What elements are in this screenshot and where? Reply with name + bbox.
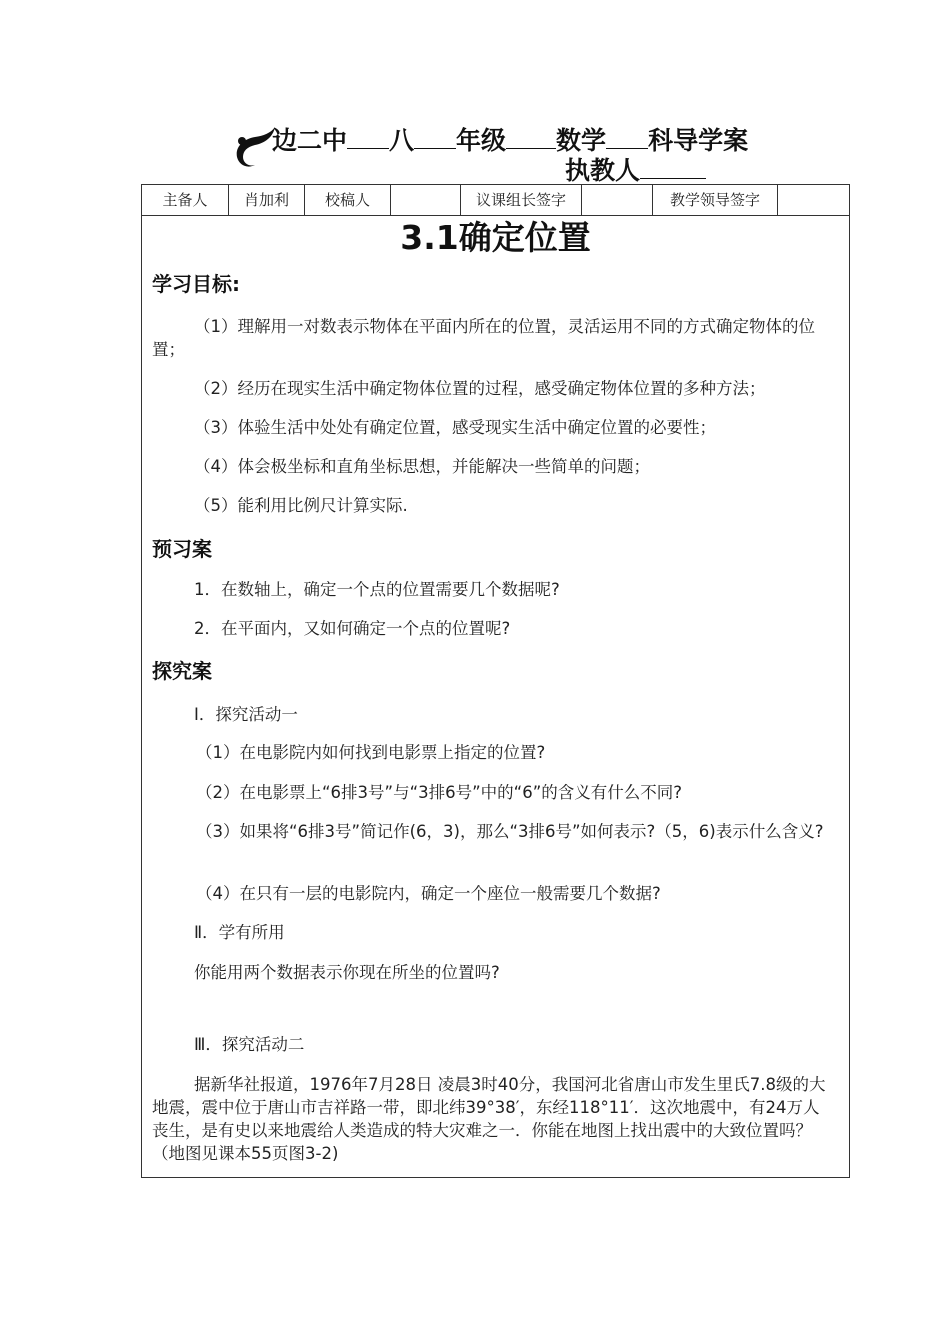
activity-2-text: 你能用两个数据表示你现在所坐的位置吗? bbox=[194, 963, 500, 982]
reviewer-value bbox=[391, 185, 461, 215]
explore-heading: 探究案 bbox=[152, 659, 212, 683]
document-header bbox=[272, 124, 748, 158]
lesson-title: 3.1确定位置 bbox=[400, 218, 591, 257]
preparer-value: 肖加利 bbox=[229, 185, 305, 215]
activity-3-title: Ⅲ．探究活动二 bbox=[194, 1035, 305, 1054]
grade-blank-left bbox=[347, 124, 389, 149]
preview-question-2: 2．在平面内，又如何确定一个点的位置呢? bbox=[194, 619, 511, 638]
school-logo bbox=[233, 127, 277, 169]
subject-blank-right bbox=[606, 124, 648, 149]
objectives-heading: 学习目标: bbox=[152, 272, 240, 296]
grade-suffix: 年级 bbox=[456, 126, 507, 155]
leader-label: 教学领导签字 bbox=[653, 185, 778, 215]
objective-3: （3）体验生活中处处有确定位置，感受现实生活中确定位置的必要性； bbox=[194, 418, 716, 437]
teacher-label: 执教人 bbox=[565, 156, 641, 185]
group-leader-value bbox=[582, 185, 653, 215]
objective-4: （4）体会极坐标和直角坐标思想，并能解决一些简单的问题； bbox=[194, 457, 650, 476]
preparer-label: 主备人 bbox=[142, 185, 229, 215]
subject-blank-left bbox=[506, 124, 556, 149]
signature-row bbox=[142, 185, 849, 216]
activity-1-title: Ⅰ．探究活动一 bbox=[194, 705, 298, 724]
objective-5: （5）能利用比例尺计算实际. bbox=[194, 496, 408, 515]
grade-blank-right bbox=[414, 124, 456, 149]
teacher-blank bbox=[640, 154, 706, 179]
preview-question-1: 1．在数轴上，确定一个点的位置需要几个数据呢? bbox=[194, 580, 560, 599]
activity-1-question-1: （1）在电影院内如何找到电影票上指定的位置? bbox=[196, 743, 546, 762]
objective-2: （2）经历在现实生活中确定物体位置的过程，感受确定物体位置的多种方法； bbox=[194, 379, 766, 398]
activity-1-question-4: （4）在只有一层的电影院内，确定一个座位一般需要几个数据? bbox=[196, 884, 661, 903]
preview-heading: 预习案 bbox=[152, 537, 212, 561]
lesson-plan-table bbox=[141, 184, 850, 1178]
leader-value bbox=[778, 185, 850, 215]
group-leader-label: 议课组长签字 bbox=[461, 185, 582, 215]
grade-value: 八 bbox=[389, 126, 415, 155]
reviewer-label: 校稿人 bbox=[305, 185, 391, 215]
activity-1-question-2: （2）在电影票上“6排3号”与“3排6号”中的“6”的含义有什么不同? bbox=[196, 783, 683, 802]
subject-suffix: 科导学案 bbox=[648, 126, 749, 155]
teacher-line bbox=[565, 154, 706, 188]
objective-1: （1）理解用一对数表示物体在平面内所在的位置，灵活运用不同的方式确定物体的位置； bbox=[152, 317, 815, 359]
activity-3-text: 据新华社报道，1976年7月28日 凌晨3时40分，我国河北省唐山市发生里氏7.8级的大地震，震中位于唐山市吉祥路一带，即北纬39°38′，东经118°11′．这次地震中，有24万人丧生，是有史以来地震给人类造成的特大灾难之一．你能在地图上找出震中的大致位置吗？（地图见课本55页图3-2) bbox=[152, 1075, 826, 1163]
subject-value: 数学 bbox=[556, 126, 607, 155]
activity-2-title: Ⅱ．学有所用 bbox=[194, 923, 285, 942]
school-name: 边二中 bbox=[272, 126, 348, 155]
activity-1-question-3: （3）如果将“6排3号”简记作(6，3)，那么“3排6号”如何表示?（5，6)表示什么含义? bbox=[196, 822, 824, 841]
